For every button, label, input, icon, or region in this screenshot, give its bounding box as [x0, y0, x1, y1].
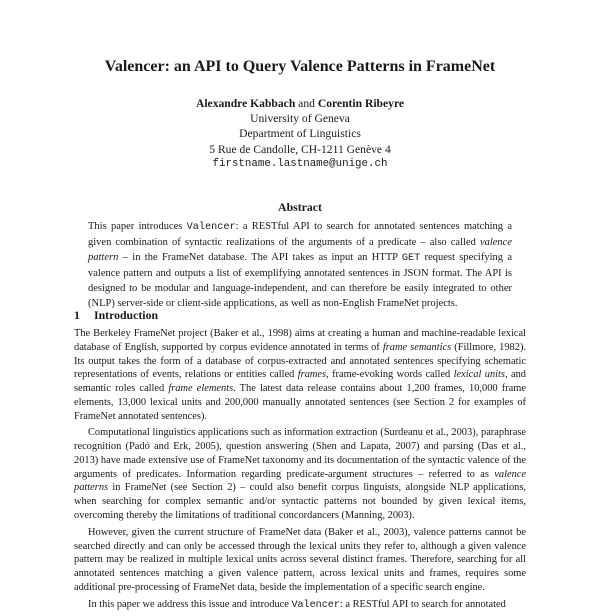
- term-lexical-units: lexical units: [453, 369, 505, 381]
- author-names: [0, 96, 600, 111]
- paragraph-text-run: Computational linguistics applications such as information extraction (Surdeanu et al., 2003), paraphrase recognition (Padó and Erk, 2005), question answering (Shen and Lapata, 2007) and parsing (Das et al., 2013) have made extensive use of FrameNet taxonomy and its documentation of the syntactic valence of the arguments of predicates. Information regarding predicate-argument structures – referred to as: [74, 427, 526, 480]
- paragraph-2: [74, 426, 526, 522]
- paragraph-text-run: In this paper we address this issue and introduce: [88, 598, 292, 610]
- paragraph-text-run: : a RESTful API to search for annotated: [339, 598, 506, 610]
- department: Department of Linguistics: [239, 127, 361, 141]
- author-2: Corentin Ribeyre: [317, 97, 405, 110]
- term-frames: frames: [297, 369, 327, 381]
- address: 5 Rue de Candolle, CH-1211 Genève 4: [209, 142, 391, 156]
- abstract-text-run: – in the FrameNet database. The API takes as input an HTTP: [118, 252, 402, 264]
- paragraph-text-run: The Berkeley FrameNet project (Baker et al., 1998) aims at creating a human and machine-readable lexical database of English, supported by corpus evidence annotated in terms of: [74, 328, 526, 353]
- section-title: Introduction: [94, 308, 159, 322]
- abstract-heading: Abstract: [278, 200, 322, 214]
- section-number: 1: [74, 308, 80, 322]
- author-email: firstname.lastname@unige.ch: [212, 157, 388, 170]
- term-frame-elements: frame elements: [168, 383, 234, 394]
- paper-title: Valencer: an API to Query Valence Patterns in FrameNet: [104, 58, 496, 75]
- paragraph-1: [74, 327, 526, 423]
- abstract-code-valencer: Valencer: [186, 222, 236, 233]
- section-heading-introduction: [74, 308, 534, 323]
- term-frame-semantics: frame semantics: [382, 341, 452, 353]
- term-valence-patterns: valence patterns: [74, 468, 526, 494]
- abstract-text-run: request specifying a valence pattern and outputs a list of exemplifying annotated sentences in JSON format. The API is designed to be modular and language-independent, and can therefore be easily integrated to other (NLP) server-side or client-side applications, as well as non-English FrameNet projects.: [88, 252, 512, 310]
- code-valencer: Valencer: [291, 599, 340, 611]
- author-block: [0, 96, 600, 172]
- paragraph-text-run: . The latest data release contains about 1,200 frames, 10,000 frame elements, 13,000 lexical units and 200,000 manually annotated sentences (see Section 2 for examples of FrameNet annotated sentences).: [74, 383, 526, 422]
- abstract-code-get: GET: [401, 253, 421, 265]
- section-body: [74, 327, 526, 616]
- paragraph-text-run: (Fillmore, 1982). Its output takes the form of a database of corpus-extracted and annotated sentences specifying schematic representations of events, relations or entities called: [74, 341, 526, 381]
- paragraph-text-run: in FrameNet (see Section 2) – could also benefit corpus linguists, alongside NLP applications, when searching for complex semantic and/or syntactic patterns not bounded by given lexical items, overcoming thereby the limitations of traditional concordancers (Manning, 2003).: [74, 482, 526, 521]
- paragraph-4: [74, 598, 526, 613]
- abstract-text: [88, 219, 512, 312]
- abstract-text-run: : a RESTful API to search for annotated sentences matching a given combination of syntactic realizations of the arguments of a predicate – also called: [88, 221, 512, 249]
- paragraph-text-run: , and semantic roles called: [74, 369, 526, 394]
- author-1: Alexandre Kabbach: [195, 97, 296, 110]
- abstract-term-valence-pattern: valence pattern: [88, 237, 512, 264]
- paragraph-text-run: , frame-evoking words called: [326, 369, 454, 381]
- affiliation: University of Geneva: [250, 112, 350, 126]
- abstract-text-run: This paper introduces: [88, 221, 187, 232]
- author-conjunction: and: [298, 97, 315, 110]
- paragraph-3: However, given the current structure of FrameNet data (Baker et al., 2003), valence patterns cannot be searched directly and can only be accessed through the lexical units they refer to, although a given valence pattern may be realized in multiple lexical units across several distinct frames. Therefore, searching for all annotated sentences matching a given valence pattern, across lexical units and frames, requires some additional pre-processing of FrameNet data, beside the implementation of a specific search engine.: [74, 526, 526, 593]
